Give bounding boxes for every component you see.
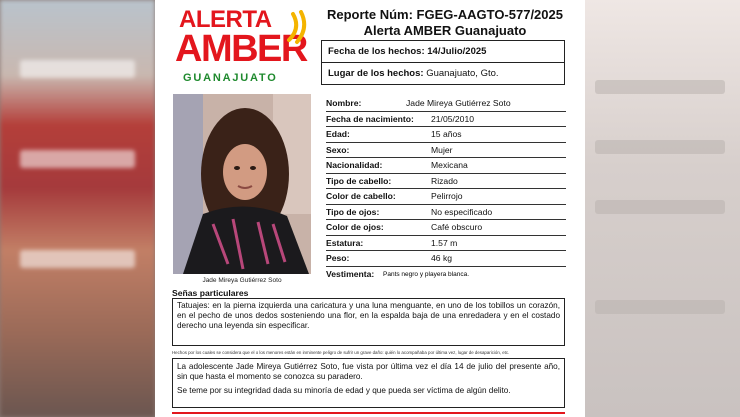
- field-row: [326, 174, 566, 190]
- event-place-row: [322, 62, 564, 84]
- incident-description: [172, 358, 565, 408]
- event-date-label: Fecha de los hechos:: [328, 46, 425, 57]
- background-blob: [20, 250, 135, 268]
- field-row: [326, 220, 566, 236]
- field-label: Tipo de ojos:: [326, 206, 380, 217]
- field-value: Pelirrojo: [431, 191, 463, 201]
- background-blur-right: [585, 0, 740, 417]
- report-number: Reporte Núm: FGEG-AAGTO-577/2025: [327, 7, 563, 22]
- field-row: [326, 205, 566, 221]
- field-label: Tipo de cabello:: [326, 175, 392, 186]
- alerta-amber-logo: [175, 6, 305, 86]
- photo-caption: Jade Mireya Gutiérrez Soto: [202, 277, 282, 284]
- distinguishing-marks-title: Señas particulares: [172, 288, 249, 298]
- background-blob: [20, 150, 135, 168]
- field-label: Nombre:: [326, 98, 362, 108]
- event-place-value: Guanajuato, Gto.: [426, 68, 499, 79]
- field-value: Rizado: [431, 175, 458, 186]
- field-value: 21/05/2010: [431, 113, 475, 124]
- signal-waves-icon: [287, 10, 309, 46]
- logo-alerta-text: ALERTA: [179, 6, 272, 33]
- field-value: 15 años: [431, 129, 462, 139]
- field-label: Peso:: [326, 253, 350, 263]
- missing-person-photo: [173, 94, 311, 274]
- field-value: Mexicana: [431, 160, 468, 170]
- field-row: [326, 189, 566, 205]
- background-blob: [595, 80, 725, 94]
- background-blob: [595, 200, 725, 214]
- event-info-box: [321, 40, 565, 85]
- clothing-label: Vestimenta:: [326, 268, 375, 279]
- logo-amber-text: AMBER: [175, 28, 307, 70]
- report-subtitle: Alerta AMBER Guanajuato: [363, 23, 527, 38]
- field-value: Mujer: [431, 144, 453, 155]
- personal-data-table: [326, 96, 566, 281]
- field-row: [326, 251, 566, 267]
- clothing-row: [326, 267, 566, 281]
- field-label: Nacionalidad:: [326, 160, 383, 170]
- clothing-value: Pants negro y playera blanca.: [383, 270, 469, 278]
- field-value: No especificado: [431, 206, 493, 217]
- danger-footnote: Hechos por los cuales se considera que el o los menores están en inminente peligro de sufrir un grave daño: quién lo acompañaba por última vez, lugar de desaparición, etc.: [172, 350, 510, 355]
- field-label: Edad:: [326, 129, 350, 139]
- field-value: Café obscuro: [431, 222, 483, 232]
- field-label: Fecha de nacimiento:: [326, 113, 414, 124]
- field-row: [326, 112, 566, 128]
- description-paragraph: La adolescente Jade Mireya Gutiérrez Soto, fue vista por última vez el día 14 de julio del presente año, sin que hasta el momento se conozca su paradero.: [177, 362, 560, 381]
- field-label: Color de ojos:: [326, 222, 384, 232]
- background-blob: [595, 140, 725, 154]
- field-row: [326, 236, 566, 252]
- field-row: [326, 96, 566, 112]
- background-blur-left: [0, 0, 155, 417]
- event-date-value: 14/Julio/2025: [427, 46, 487, 57]
- amber-alert-page: [155, 0, 585, 417]
- event-place-label: Lugar de los hechos:: [328, 68, 424, 79]
- field-row: [326, 127, 566, 143]
- field-value: Jade Mireya Gutiérrez Soto: [406, 98, 511, 108]
- field-value: 46 kg: [431, 253, 453, 263]
- field-label: Color de cabello:: [326, 191, 396, 201]
- field-value: 1.57 m: [431, 237, 458, 248]
- field-label: Estatura:: [326, 237, 364, 248]
- field-label: Sexo:: [326, 144, 350, 155]
- event-date-row: [322, 41, 564, 62]
- background-blob: [595, 300, 725, 314]
- distinguishing-marks-text: Tatuajes: en la pierna izquierda una caricatura y una luna menguante, en uno de los tobillos un corazón, en el pecho de unos dedos sosteniendo una flor, en la espalda baja de una enredadera y en el costado derecho una leyenda sin especificar.: [172, 298, 565, 346]
- bottom-red-rule: [172, 412, 565, 417]
- logo-state-text: GUANAJUATO: [183, 72, 278, 84]
- field-row: [326, 143, 566, 159]
- field-row: [326, 158, 566, 174]
- description-paragraph: Se teme por su integridad dada su minoría de edad y que pueda ser víctima de algún delito.: [177, 386, 511, 395]
- background-blob: [20, 60, 135, 78]
